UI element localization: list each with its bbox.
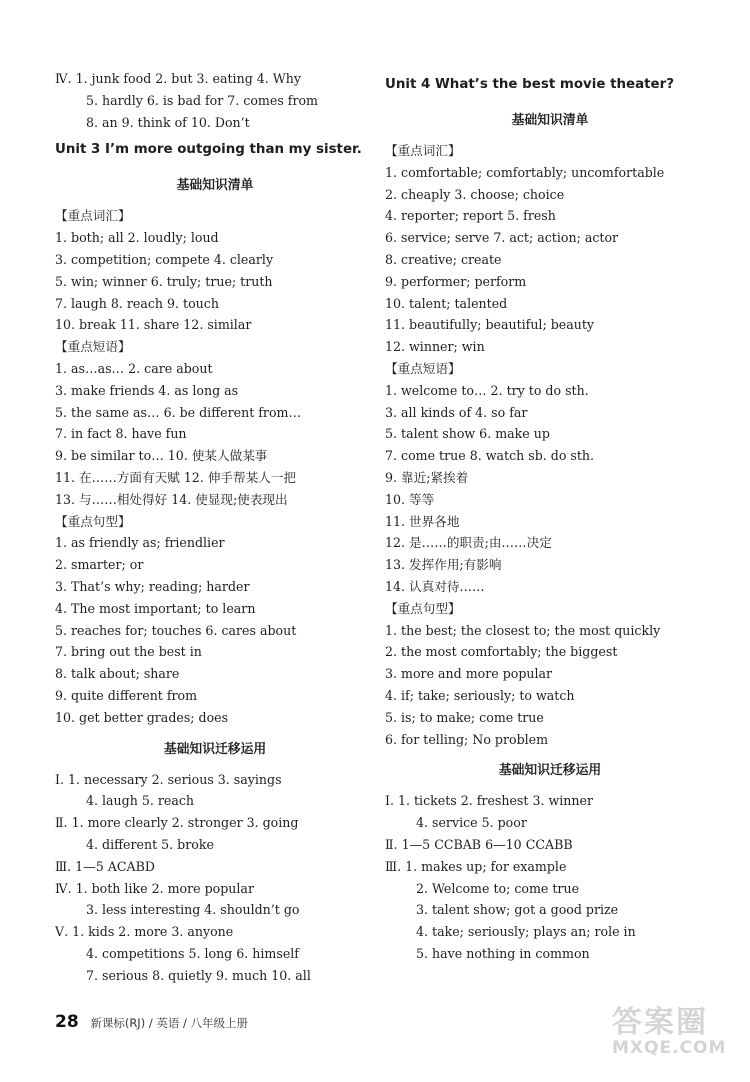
section-title-transfer: 基础知识迁移运用 bbox=[498, 763, 602, 779]
sentence-line: 5. reaches for; touches 6. cares about bbox=[55, 622, 297, 638]
section-title-qingdan: 基础知识清单 bbox=[176, 178, 254, 194]
sentence-line: 4. if; take; seriously; to watch bbox=[385, 687, 575, 703]
sentence-line: 4. The most important; to learn bbox=[55, 600, 256, 616]
phrase-line: 13. 发挥作用;有影响 bbox=[385, 557, 502, 573]
right-column bbox=[385, 68, 715, 965]
vocab-line: 5. win; winner 6. truly; true; truth bbox=[55, 273, 273, 289]
phrase-line: 5. talent show 6. make up bbox=[385, 426, 550, 442]
sentence-line: 1. the best; the closest to; the most quickly bbox=[385, 622, 661, 638]
page-footer bbox=[55, 1012, 248, 1032]
vocab-line: 6. service; serve 7. act; action; actor bbox=[385, 230, 619, 246]
sentences-heading: 【重点句型】 bbox=[55, 513, 131, 529]
vocab-line: 1. both; all 2. loudly; loud bbox=[55, 230, 219, 246]
sentence-line: 5. is; to make; come true bbox=[385, 709, 544, 725]
transfer-line: Ⅳ. 1. both like 2. more popular bbox=[55, 880, 254, 896]
transfer-line: 4. service 5. poor bbox=[416, 815, 527, 831]
vocab-heading: 【重点词汇】 bbox=[55, 208, 131, 224]
transfer-line: Ⅲ. 1—5 ACABD bbox=[55, 858, 155, 874]
section-title-transfer: 基础知识迁移运用 bbox=[163, 741, 267, 757]
vocab-line: 10. talent; talented bbox=[385, 295, 508, 311]
transfer-line: 5. have nothing in common bbox=[416, 945, 590, 961]
sentence-line: 10. get better grades; does bbox=[55, 709, 229, 725]
phrases-heading: 【重点短语】 bbox=[385, 360, 461, 376]
book-info: 新课标(RJ) / 英语 / 八年级上册 bbox=[90, 1016, 249, 1030]
answer-line: 8. an 9. think of 10. Don’t bbox=[86, 114, 250, 130]
phrase-line: 11. 世界各地 bbox=[385, 513, 460, 529]
sentence-line: 9. quite different from bbox=[55, 687, 198, 703]
answer-line: 5. hardly 6. is bad for 7. comes from bbox=[86, 92, 319, 108]
watermark-logo-text: 答案圈 bbox=[612, 1005, 708, 1040]
phrase-line: 10. 等等 bbox=[385, 491, 435, 507]
phrase-line: 7. come true 8. watch sb. do sth. bbox=[385, 448, 595, 464]
watermark-url: MXQE.COM bbox=[612, 1038, 727, 1058]
sentence-line: 2. smarter; or bbox=[55, 557, 144, 573]
section-title-qingdan: 基础知识清单 bbox=[511, 113, 589, 128]
vocab-line: 4. reporter; report 5. fresh bbox=[385, 208, 556, 224]
vocab-line: 7. laugh 8. reach 9. touch bbox=[55, 295, 219, 311]
sentence-line: 2. the most comfortably; the biggest bbox=[385, 644, 618, 660]
sentence-line: 8. talk about; share bbox=[55, 666, 180, 682]
vocab-line: 9. performer; perform bbox=[385, 273, 527, 289]
phrase-line: 1. welcome to… 2. try to do sth. bbox=[385, 382, 589, 398]
left-column bbox=[55, 68, 375, 986]
transfer-line: 3. less interesting 4. shouldn’t go bbox=[86, 902, 300, 918]
vocab-line: 3. competition; compete 4. clearly bbox=[55, 251, 274, 267]
vocab-line: 10. break 11. share 12. similar bbox=[55, 317, 252, 333]
phrase-line: 12. 是……的职责;由……决定 bbox=[385, 535, 552, 551]
sentence-line: 7. bring out the best in bbox=[55, 644, 202, 660]
transfer-line: 2. Welcome to; come true bbox=[416, 880, 580, 896]
vocab-heading: 【重点词汇】 bbox=[385, 143, 461, 158]
vocab-line: 8. creative; create bbox=[385, 251, 502, 267]
transfer-line: Ⅲ. 1. makes up; for example bbox=[385, 858, 567, 874]
unit3-title: Unit 3 I’m more outgoing than my sister. bbox=[55, 142, 362, 158]
transfer-line: Ⅰ. 1. tickets 2. freshest 3. winner bbox=[385, 793, 593, 809]
vocab-line: 2. cheaply 3. choose; choice bbox=[385, 186, 565, 202]
phrase-line: 11. 在……方面有天赋 12. 伸手帮某人一把 bbox=[55, 469, 296, 485]
phrase-line: 3. all kinds of 4. so far bbox=[385, 404, 528, 420]
phrase-line: 13. 与……相处得好 14. 使显现;使表现出 bbox=[55, 491, 288, 507]
phrase-line: 3. make friends 4. as long as bbox=[55, 382, 239, 398]
transfer-line: 4. different 5. broke bbox=[86, 836, 214, 852]
transfer-line: 3. talent show; got a good prize bbox=[416, 902, 619, 918]
transfer-line: 4. competitions 5. long 6. himself bbox=[86, 945, 299, 961]
site-watermark bbox=[612, 1005, 727, 1058]
sentence-line: 1. as friendly as; friendlier bbox=[55, 535, 225, 551]
transfer-line: 4. laugh 5. reach bbox=[86, 793, 195, 809]
page-number: 28 bbox=[55, 1012, 79, 1032]
phrase-line: 9. 靠近;紧挨着 bbox=[385, 469, 469, 485]
vocab-line: 12. winner; win bbox=[385, 339, 485, 355]
phrase-line: 9. be similar to… 10. 使某人做某事 bbox=[55, 448, 268, 464]
phrases-heading: 【重点短语】 bbox=[55, 339, 131, 355]
vocab-line: 11. beautifully; beautiful; beauty bbox=[385, 317, 595, 333]
unit4-title: Unit 4 What’s the best movie theater? bbox=[385, 77, 674, 92]
answer-line: Ⅳ. 1. junk food 2. but 3. eating 4. Why bbox=[55, 71, 301, 86]
phrase-line: 7. in fact 8. have fun bbox=[55, 426, 187, 442]
transfer-line: Ⅰ. 1. necessary 2. serious 3. sayings bbox=[55, 771, 282, 787]
transfer-line: 7. serious 8. quietly 9. much 10. all bbox=[86, 967, 311, 983]
phrase-line: 1. as…as… 2. care about bbox=[55, 360, 213, 376]
vocab-line: 1. comfortable; comfortably; uncomfortable bbox=[385, 164, 665, 180]
sentences-heading: 【重点句型】 bbox=[385, 600, 461, 616]
phrase-line: 5. the same as… 6. be different from… bbox=[55, 404, 302, 420]
transfer-line: Ⅴ. 1. kids 2. more 3. anyone bbox=[55, 924, 234, 940]
sentence-line: 3. That’s why; reading; harder bbox=[55, 578, 250, 594]
sentence-line: 6. for telling; No problem bbox=[385, 731, 549, 747]
sentence-line: 3. more and more popular bbox=[385, 666, 553, 682]
transfer-line: 4. take; seriously; plays an; role in bbox=[416, 924, 636, 940]
transfer-line: Ⅱ. 1. more clearly 2. stronger 3. going bbox=[55, 815, 299, 831]
phrase-line: 14. 认真对待…… bbox=[385, 578, 485, 594]
transfer-line: Ⅱ. 1—5 CCBAB 6—10 CCABB bbox=[385, 836, 573, 852]
